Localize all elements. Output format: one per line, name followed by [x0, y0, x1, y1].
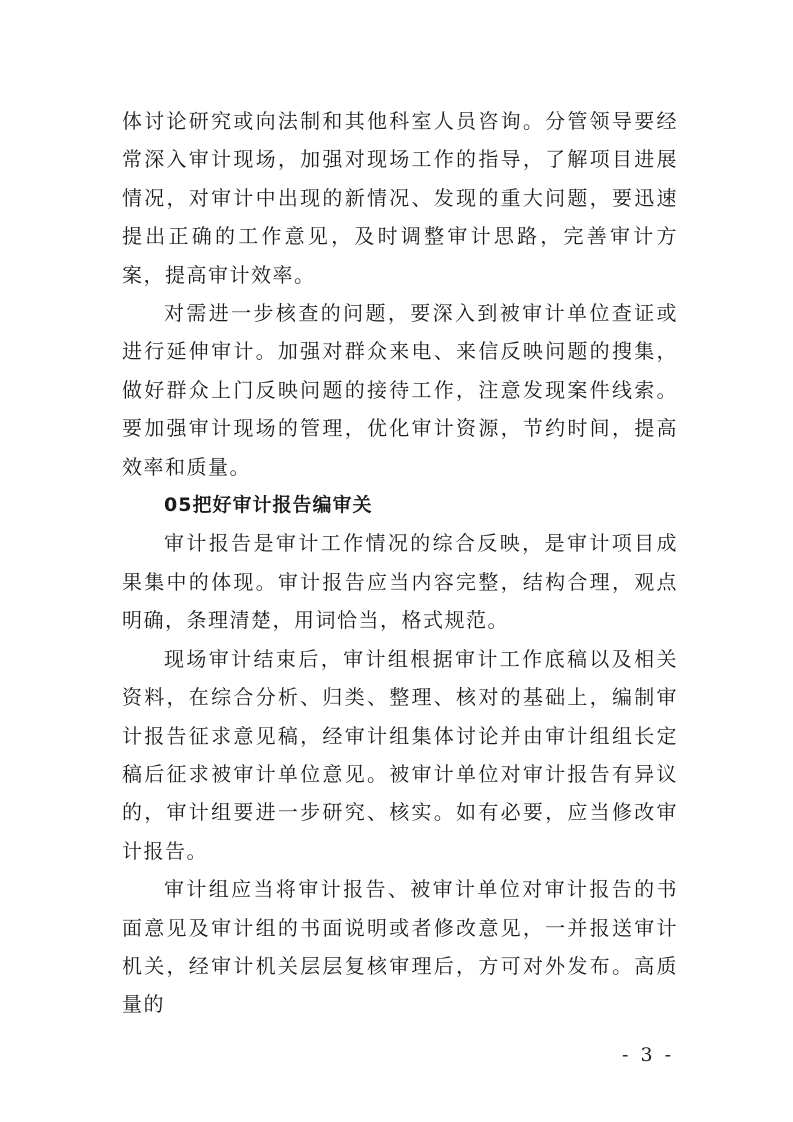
paragraph-report-submission: 审计组应当将审计报告、被审计单位对审计报告的书面意见及审计组的书面说明或者修改意见，一并报送审计机关，经审计机关层层复核审理后，方可对外发布。高质量的	[122, 877, 678, 1017]
section-heading-audit-report-review: 05把好审计报告编审关	[164, 494, 373, 517]
paragraph-consultation: 体讨论研究或向法制和其他科室人员咨询。分管领导要经常深入审计现场，加强对现场工作的指导，了解项目进展情况，对审计中出现的新情况、发现的重大问题，要迅速提出正确的工作意见，及时调整审计思路，完善审计方案，提高审计效率。	[122, 109, 678, 287]
document-body	[122, 102, 678, 1024]
paragraph-onsite-audit-conclusion: 现场审计结束后，审计组根据审计工作底稿以及相关资料，在综合分析、归类、整理、核对的基础上，编制审计报告征求意见稿，经审计组集体讨论并由审计组组长定稿后征求被审计单位意见。被审计单位对审计报告有异议的，审计组要进一步研究、核实。如有必要，应当修改审计报告。	[122, 646, 678, 863]
page-number: - 3 -	[622, 1044, 675, 1066]
paragraph-further-verification: 对需进一步核查的问题，要深入到被审计单位查证或进行延伸审计。加强对群众来电、来信反映问题的搜集，做好群众上门反映问题的接待工作，注意发现案件线索。要加强审计现场的管理，优化审计资源，节约时间，提高效率和质量。	[122, 301, 678, 479]
paragraph-audit-report-definition: 审计报告是审计工作情况的综合反映，是审计项目成果集中的体现。审计报告应当内容完整，结构合理，观点明确，条理清楚，用词恰当，格式规范。	[122, 531, 678, 633]
